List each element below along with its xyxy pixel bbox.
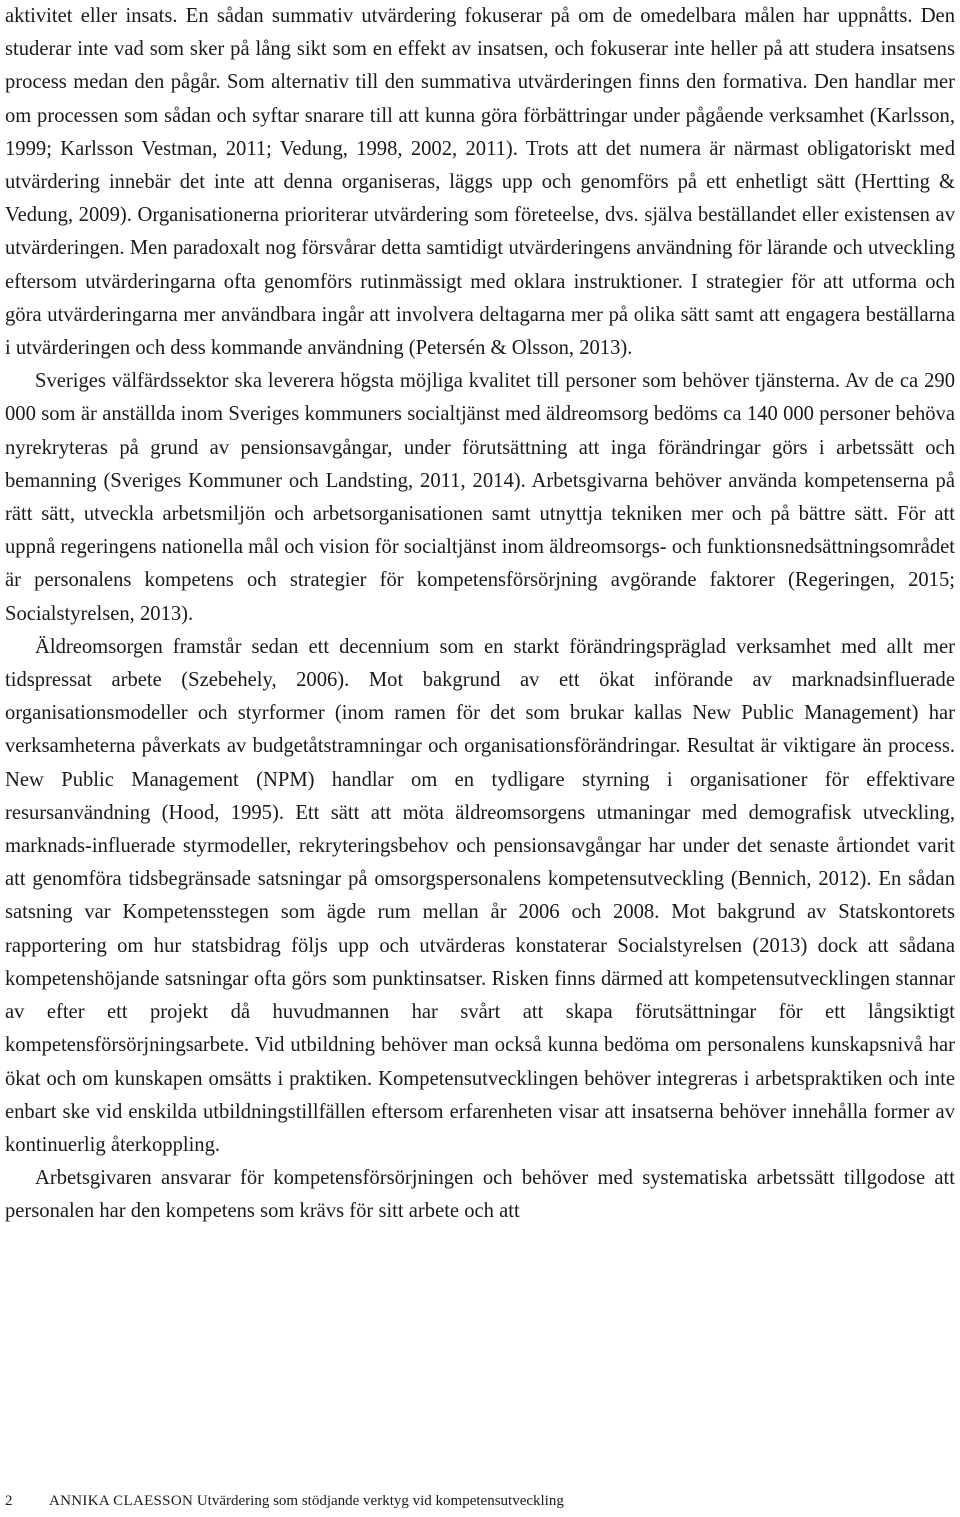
page-footer bbox=[5, 1491, 564, 1511]
footer-title: Utvärdering som stödjande verktyg vid kompetensutveckling bbox=[196, 1493, 564, 1509]
page-number: 2 bbox=[5, 1493, 13, 1509]
paragraph-employer-responsibility: Arbetsgivaren ansvarar för kompetensförsörjningen och behöver med systematiska arbetssätt tillgodose att personalen har den kompetens som krävs för sitt arbete och att bbox=[5, 1167, 955, 1223]
paragraph-summative-formative: aktivitet eller insats. En sådan summativ utvärdering fokuserar på om de omedelbara målen har uppnåtts. Den studerar inte vad som sker på lång sikt som en effekt av insatsen, och fokuserar inte heller på att studera insatsens process medan den pågår. Som alternativ till den summativa utvärderingen finns den formativa. Den handlar mer om processen som sådan och syftar snarare till att kunna göra förbättringar under pågående verksamhet (Karlsson, 1999; Karlsson Vestman, 2011; Vedung, 1998, 2002, 2011). Trots att det numera är närmast obligatoriskt med utvärdering innebär det inte att denna organiseras, läggs upp och genomförs på ett enhetligt sätt (Hertting & Vedung, 2009). Organisationerna prioriterar utvärdering som företeelse, dvs. själva beställandet eller existensen av utvärderingen. Men paradoxalt nog försvårar detta samtidigt utvärderingens användning för lärande och utveckling eftersom utvärderingarna ofta genomförs rutinmässigt med oklara instruktioner. I strategier för att utforma och göra utvärderingarna mer användbara ingår att involvera deltagarna mer på olika sätt samt att engagera beställarna i utvärderingen och dess kommande användning (Petersén & Olsson, 2013). bbox=[5, 5, 955, 360]
document-body bbox=[5, 0, 955, 1229]
footer-author: ANNIKA CLAESSON bbox=[49, 1493, 194, 1509]
paragraph-welfare-sector: Sveriges välfärdssektor ska leverera högsta möjliga kvalitet till personer som behöver tjänsterna. Av de ca 290 000 som är anställda inom Sveriges kommuners socialtjänst med äldreomsorg bedöms ca 140 000 personer behöva nyrekryteras på grund av pensionsavgångar, under förutsättning att inga förändringar görs i arbetssätt och bemanning (Sveriges Kommuner och Landsting, 2011, 2014). Arbetsgivarna behöver använda kompetenserna på rätt sätt, utveckla arbetsmiljön och arbetsorganisationen samt utnyttja tekniken mer och på bättre sätt. För att uppnå regeringens nationella mål och vision för socialtjänst inom äldreomsorgs- och funktionsnedsättningsområdet är personalens kompetens och strategier för kompetensförsörjning avgörande faktorer (Regeringen, 2015; Socialstyrelsen, 2013). bbox=[5, 370, 955, 625]
paragraph-elderly-care: Äldreomsorgen framstår sedan ett decennium som en starkt förändringspräglad verksamhet med allt mer tidspressat arbete (Szebehely, 2006). Mot bakgrund av ett ökat införande av marknadsinfluerade organisationsmodeller och styrformer (inom ramen för det som brukar kallas New Public Management) har verksamheterna påverkats av budgetåtstramningar och organisationsförändringar. Resultat är viktigare än process. New Public Management (NPM) handlar om en tydligare styrning i organisationer för effektivare resursanvändning (Hood, 1995). Ett sätt att möta äldreomsorgens utmaningar med demografisk utveckling, marknads-influerade styrmodeller, rekryteringsbehov och pensionsavgångar har under det senaste årtiondet varit att genomföra tidsbegränsade satsningar på omsorgspersonalens kompetensutveckling (Bennich, 2012). En sådan satsning var Kompetensstegen som ägde rum mellan år 2006 och 2008. Mot bakgrund av Statskontorets rapportering om hur statsbidrag följs upp och utvärderas konstaterar Socialstyrelsen (2013) dock att sådana kompetenshöjande satsningar ofta görs som punktinsatser. Risken finns därmed att kompetensutvecklingen stannar av efter ett projekt då huvudmannen har svårt att skapa förutsättningar för ett långsiktigt kompetensförsörjningsarbete. Vid utbildning behöver man också kunna bedöma om personalens kunskapsnivå har ökat och om kunskapen omsätts i praktiken. Kompetensutvecklingen behöver integreras i arbetspraktiken och inte enbart ske vid enskilda utbildningstillfällen eftersom erfarenheten visar att insatserna behöver innehålla former av kontinuerlig återkoppling. bbox=[5, 635, 955, 1156]
